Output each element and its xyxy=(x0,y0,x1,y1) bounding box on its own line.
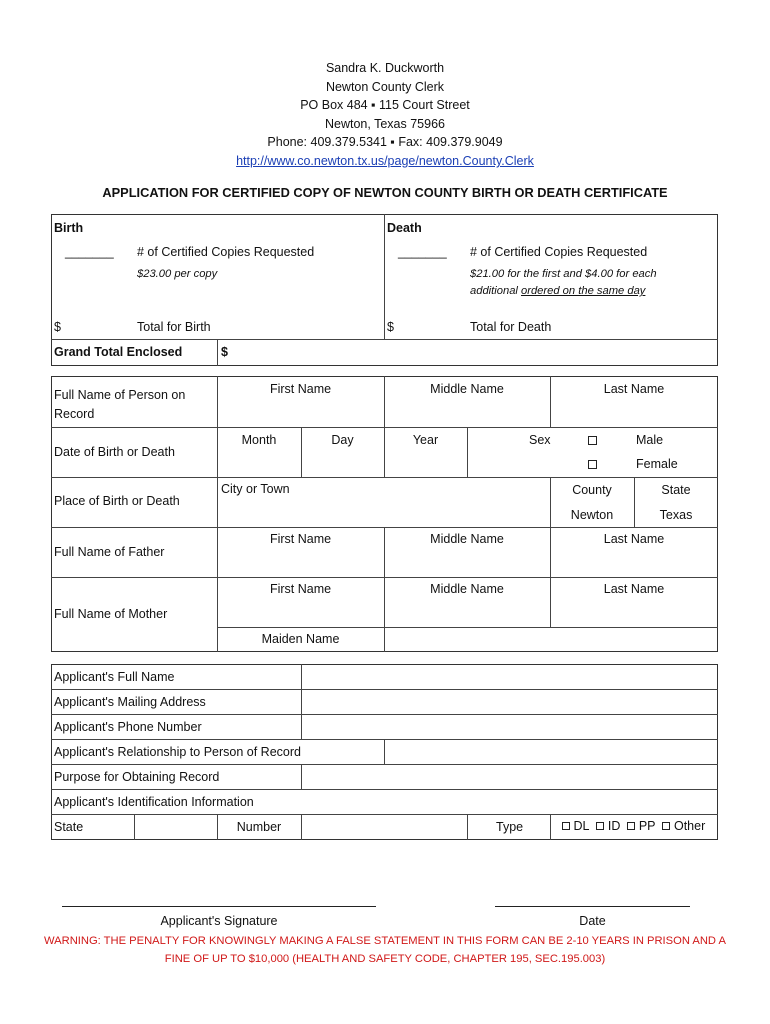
total-birth-label: Total for Birth xyxy=(137,320,211,334)
id-type-options xyxy=(562,819,705,833)
person-middle-name[interactable]: Middle Name xyxy=(430,382,504,396)
applicant-relationship-field[interactable] xyxy=(385,740,717,764)
person-first-name[interactable]: First Name xyxy=(269,382,332,396)
id-number-field[interactable] xyxy=(302,815,467,839)
app-col-g xyxy=(467,814,468,840)
death-copies-blank[interactable]: _______ xyxy=(398,245,447,259)
place-label: Place of Birth or Death xyxy=(54,494,180,508)
death-price-line2 xyxy=(470,285,645,297)
id-state-field[interactable] xyxy=(135,815,217,839)
mother-maiden-name[interactable]: Maiden Name xyxy=(261,632,340,646)
date-line[interactable] xyxy=(495,906,690,907)
signature-label: Applicant's Signature xyxy=(160,914,278,928)
dl-label: DL xyxy=(573,819,590,833)
place-county-label: County xyxy=(572,483,612,497)
father-label: Full Name of Father xyxy=(54,545,165,559)
birth-copies-label: # of Certified Copies Requested xyxy=(137,245,315,259)
app-line-5 xyxy=(51,789,718,790)
date-label-sig: Date xyxy=(579,914,606,928)
signature-line[interactable] xyxy=(62,906,376,907)
row-line-5 xyxy=(217,627,718,628)
pp-checkbox[interactable] xyxy=(627,822,635,830)
female-label: Female xyxy=(636,457,678,471)
death-copies-label: # of Certified Copies Requested xyxy=(470,245,648,259)
clerk-website-link[interactable]: http://www.co.newton.tx.us/page/newton.County.Clerk xyxy=(236,154,534,168)
id-label: ID xyxy=(607,819,621,833)
date-label: Date of Birth or Death xyxy=(54,445,175,459)
id-info-label: Applicant's Identification Information xyxy=(54,795,254,809)
place-state-value: Texas xyxy=(659,508,693,522)
app-col-h xyxy=(550,814,551,840)
fee-grand-divider xyxy=(51,339,718,340)
id-number-label: Number xyxy=(236,820,282,834)
place-county-value: Newton xyxy=(570,508,614,522)
other-checkbox[interactable] xyxy=(662,822,670,830)
purpose-label: Purpose for Obtaining Record xyxy=(54,770,220,784)
clerk-address-line2: Newton, Texas 75966 xyxy=(325,117,445,131)
mother-label: Full Name of Mother xyxy=(54,607,168,621)
death-price-line1: $21.00 for the first and $4.00 for each xyxy=(470,268,657,280)
id-checkbox[interactable] xyxy=(596,822,604,830)
death-dollar-sign: $ xyxy=(387,320,394,334)
grand-divider xyxy=(217,339,218,366)
clerk-name: Sandra K. Duckworth xyxy=(325,61,445,75)
person-last-name[interactable]: Last Name xyxy=(603,382,665,396)
sex-label: Sex xyxy=(529,433,551,447)
id-type-label: Type xyxy=(496,820,524,834)
applicant-relationship-label: Applicant's Relationship to Person of Record xyxy=(54,745,301,759)
row-line-2 xyxy=(51,477,718,478)
person-name-label: Full Name of Person on Record xyxy=(54,388,186,421)
applicant-address-field[interactable] xyxy=(302,690,717,714)
death-heading: Death xyxy=(387,221,422,235)
grand-total-field[interactable]: $ xyxy=(221,345,228,359)
clerk-address-line1: PO Box 484 ▪ 115 Court Street xyxy=(300,98,470,112)
grand-total-label: Grand Total Enclosed xyxy=(54,345,183,359)
father-middle-name[interactable]: Middle Name xyxy=(430,532,504,546)
death-price-additional: additional xyxy=(470,285,522,297)
purpose-field[interactable] xyxy=(302,765,717,789)
death-price-same-day: ordered on the same day xyxy=(521,285,646,297)
pp-label: PP xyxy=(638,819,656,833)
mother-last-name[interactable]: Last Name xyxy=(603,582,665,596)
father-last-name[interactable]: Last Name xyxy=(603,532,665,546)
col-line-e xyxy=(467,427,468,477)
warning-line2: FINE OF UP TO $10,000 (HEALTH AND SAFETY CODE, CHAPTER 195, SEC.195.003) xyxy=(164,953,606,965)
applicant-phone-field[interactable] xyxy=(302,715,717,739)
id-state-label: State xyxy=(54,820,84,834)
birth-dollar-sign: $ xyxy=(54,320,61,334)
applicant-name-label: Applicant's Full Name xyxy=(54,670,175,684)
clerk-website-row xyxy=(0,152,770,171)
male-label: Male xyxy=(636,433,664,447)
fee-divider xyxy=(384,214,385,340)
clerk-office: Newton County Clerk xyxy=(325,80,445,94)
dl-checkbox[interactable] xyxy=(562,822,570,830)
form-title: APPLICATION FOR CERTIFIED COPY OF NEWTON COUNTY BIRTH OR DEATH CERTIFICATE xyxy=(102,185,668,200)
male-checkbox[interactable] xyxy=(588,436,597,445)
place-state-label: State xyxy=(661,483,691,497)
warning-line1: WARNING: THE PENALTY FOR KNOWINGLY MAKING A FALSE STATEMENT IN THIS FORM CAN BE 2-10 YEARS IN PRISON AND A xyxy=(44,935,726,947)
father-first-name[interactable]: First Name xyxy=(269,532,332,546)
applicant-name-field[interactable] xyxy=(302,665,717,689)
clerk-phone-fax: Phone: 409.379.5341 ▪ Fax: 409.379.9049 xyxy=(267,135,503,149)
birth-heading: Birth xyxy=(54,221,84,235)
other-label: Other xyxy=(673,819,706,833)
applicant-address-label: Applicant's Mailing Address xyxy=(54,695,206,709)
place-city[interactable]: City or Town xyxy=(221,482,290,496)
birth-copies-blank[interactable]: _______ xyxy=(65,245,114,259)
mother-middle-name[interactable]: Middle Name xyxy=(430,582,504,596)
label-divider xyxy=(217,376,218,652)
total-death-label: Total for Death xyxy=(470,320,552,334)
date-year[interactable]: Year xyxy=(412,433,439,447)
birth-price: $23.00 per copy xyxy=(137,268,218,280)
date-month[interactable]: Month xyxy=(241,433,277,447)
female-checkbox[interactable] xyxy=(588,460,597,469)
date-day[interactable]: Day xyxy=(331,433,354,447)
applicant-phone-label: Applicant's Phone Number xyxy=(54,720,202,734)
mother-first-name[interactable]: First Name xyxy=(269,582,332,596)
